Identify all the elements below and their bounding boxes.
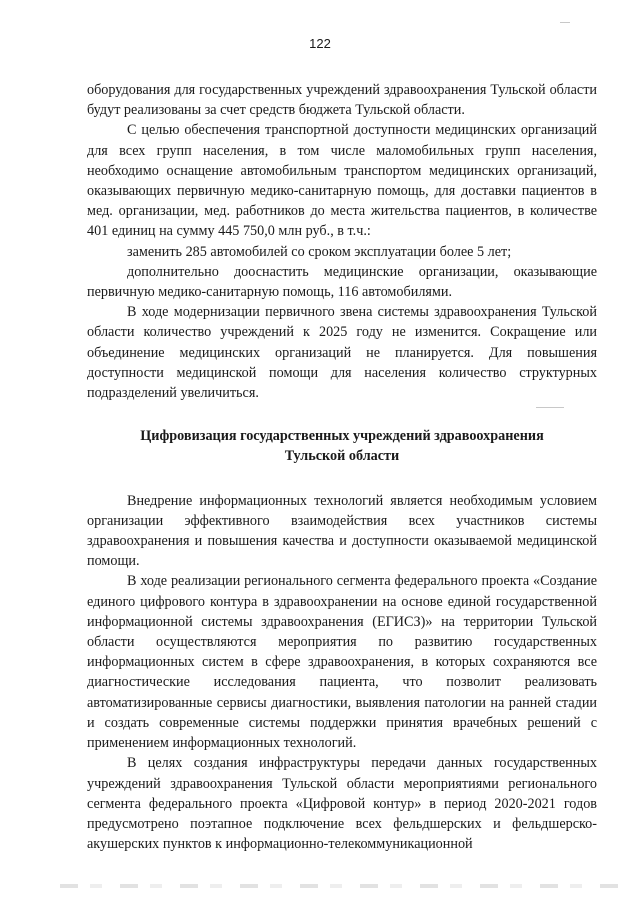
paragraph: В целях создания инфраструктуры передачи данных государственных учреждений здравоохранения Тульской области мероприятиями регионального сегмента федерального проекта «Цифровой контур» в период 2020-2021 годов предусмотрено поэтапное подключение всех фельдшерских и фельдшерско-акушерских пунктов к информационно-телекоммуникационной: [87, 755, 597, 853]
paragraph: заменить 285 автомобилей со сроком эксплуатации более 5 лет;: [127, 243, 512, 260]
paragraph: дополнительно дооснастить медицинские организации, оказывающие первичную медико-санитарную помощь, 116 автомобилями.: [87, 263, 597, 301]
paragraph: В ходе модернизации первичного звена системы здравоохранения Тульской области количество учреждений к 2025 году не изменится. Сокращение или объединение медицинских организаций не планируется. Для повышения доступности медицинской помощи для населения количество структурных подразделений увеличиться.: [87, 304, 597, 402]
paragraph: оборудования для государственных учреждений здравоохранения Тульской области будут реализованы за счет средств бюджета Тульской области.: [87, 82, 597, 119]
section-heading-line-2: Тульской области: [284, 448, 400, 465]
paragraph: С целью обеспечения транспортной доступности медицинских организаций для всех групп населения, в том числе маломобильных групп населения, необходимо оснащение автомобильным транспортом медицинских организаций, оказывающих первичную медико-санитарную помощь, для доставки пациентов в мед. организации, мед. работников до места жительства пациентов, в количестве 401 единиц на сумму 445 750,0 млн руб., в т.ч.:: [87, 122, 597, 240]
page-number: 122: [309, 36, 331, 51]
paragraph: Внедрение информационных технологий является необходимым условием организации эффективного взаимодействия всех участников системы здравоохранения и повышения качества и доступности оказываемой медицинской помощи.: [87, 492, 597, 570]
paragraph: В ходе реализации регионального сегмента федерального проекта «Создание единого цифрового контура в здравоохранении на основе единой государственной информационной системы здравоохранения (ЕГИСЗ)» на территории Тульской области осуществляются мероприятия по развитию государственных информационных систем в сфере здравоохранения, в которых сохраняются все диагностические исследования пациента, что позволит реализовать автоматизированные сервисы диагностики, выявления патологии на ранней стадии и создать современные системы поддержки принятия врачебных решений с применением информационных технологий.: [87, 573, 597, 752]
scan-mark: [560, 22, 570, 23]
section-heading-line-1: Цифровизация государственных учреждений здравоохранения: [140, 428, 544, 445]
document-body: [87, 80, 597, 854]
scan-artifacts: [60, 884, 620, 888]
section-heading: [87, 426, 597, 466]
